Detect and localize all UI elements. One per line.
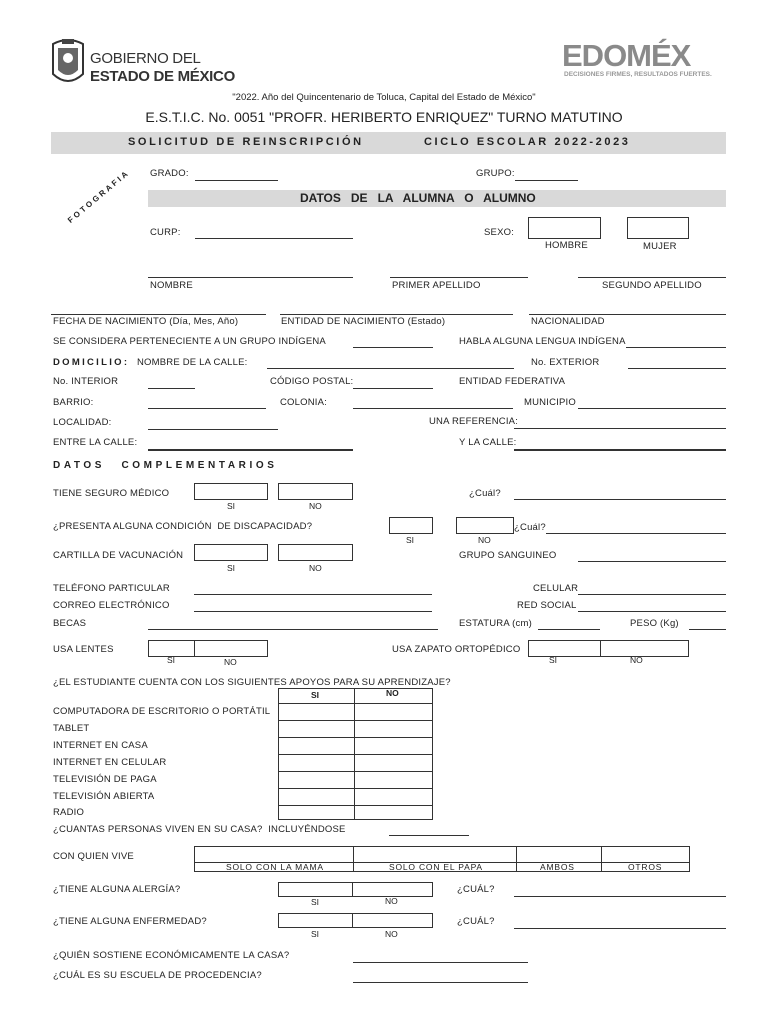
enfermedad-si-label: SI: [311, 929, 320, 939]
fecha-nac-label: FECHA DE NACIMIENTO (Día, Mes, Año): [53, 316, 239, 327]
discapacidad-no-label: NO: [478, 535, 491, 545]
entre-calle-field[interactable]: [148, 449, 353, 451]
estatura-field[interactable]: [538, 629, 600, 630]
enfermedad-no-label: NO: [385, 929, 398, 939]
alergia-no-label: NO: [385, 896, 398, 906]
nacionalidad-field[interactable]: [529, 314, 726, 315]
enfermedad-cual-field[interactable]: [514, 928, 726, 929]
apoyos-question: ¿EL ESTUDIANTE CUENTA CON LOS SIGUIENTES APOYOS PARA SU APRENDIZAJE?: [53, 677, 451, 688]
zapato-si-box[interactable]: [528, 640, 601, 657]
hombre-label: HOMBRE: [545, 240, 588, 251]
zapato-no-label: NO: [630, 655, 643, 665]
motto: "2022. Año del Quincentenario de Toluca, Capital del Estado de México": [232, 92, 536, 103]
personas-label: ¿CUANTAS PERSONAS VIVEN EN SU CASA? INCLUYÉNDOSE: [53, 824, 346, 835]
curp-field[interactable]: [195, 238, 353, 239]
enfermedad-cual-label: ¿CUÁL?: [457, 916, 495, 927]
alergia-cual-label: ¿CUÁL?: [457, 884, 495, 895]
seguro-si-box[interactable]: [194, 483, 268, 500]
discapacidad-cual-label: ¿Cuál?: [514, 522, 546, 533]
red-social-field[interactable]: [578, 611, 726, 612]
seguro-si-label: SI: [227, 501, 236, 511]
apoyos-table: [278, 688, 433, 820]
sanguineo-field[interactable]: [578, 561, 726, 562]
alergia-si-box[interactable]: [278, 882, 353, 897]
enfermedad-no-box[interactable]: [352, 913, 433, 928]
vacunacion-si-label: SI: [227, 563, 236, 573]
apoyo-item: RADIO: [53, 807, 85, 818]
apoyos-si-header: SI: [311, 690, 320, 700]
peso-label: PESO (Kg): [630, 618, 679, 629]
red-social-label: RED SOCIAL: [517, 600, 577, 611]
municipio-label: MUNICIPIO: [524, 397, 576, 408]
seguro-no-box[interactable]: [278, 483, 353, 500]
mujer-label: MUJER: [643, 241, 677, 252]
photo-label: FOTOGRAFIA: [66, 168, 132, 225]
celular-label: CELULAR: [533, 583, 579, 594]
no-exterior-label: No. EXTERIOR: [531, 357, 600, 368]
alergia-label: ¿TIENE ALGUNA ALERGÍA?: [53, 884, 181, 895]
telefono-field[interactable]: [194, 594, 432, 595]
request-title: SOLICITUD DE REINSCRIPCIÓN: [128, 136, 364, 148]
coat-of-arms-icon: [50, 36, 86, 88]
curp-label: CURP:: [150, 227, 181, 238]
escuela-field[interactable]: [353, 982, 528, 983]
zapato-label: USA ZAPATO ORTOPÉDICO: [392, 644, 521, 655]
domicilio-label: DOMICILIO:: [53, 357, 130, 368]
student-section-title: DATOS DE LA ALUMNA O ALUMNO: [300, 191, 536, 205]
alergia-si-label: SI: [311, 897, 320, 907]
primer-apellido-field[interactable]: [390, 277, 528, 278]
y-calle-label: Y LA CALLE:: [459, 437, 517, 448]
colonia-label: COLONIA:: [280, 397, 327, 408]
con-quien-option[interactable]: SOLO CON LA MAMA: [226, 862, 324, 872]
entre-calle-label: ENTRE LA CALLE:: [53, 437, 138, 448]
segundo-apellido-label: SEGUNDO APELLIDO: [602, 280, 702, 291]
seguro-cual-label: ¿Cuál?: [469, 488, 501, 499]
seguro-cual-field[interactable]: [514, 499, 726, 500]
vacunacion-no-box[interactable]: [278, 544, 353, 561]
alergia-no-box[interactable]: [352, 882, 433, 897]
telefono-label: TELÉFONO PARTICULAR: [53, 583, 170, 594]
correo-field[interactable]: [194, 611, 432, 612]
barrio-label: BARRIO:: [53, 397, 94, 408]
vacunacion-no-label: NO: [309, 563, 322, 573]
apoyos-no-header: NO: [386, 688, 399, 698]
segundo-apellido-field[interactable]: [578, 277, 726, 278]
complementary-title: DATOS COMPLEMENTARIOS: [53, 460, 278, 471]
gobierno-logo: [50, 36, 86, 88]
apoyo-item: INTERNET EN CASA: [53, 740, 148, 751]
mujer-box[interactable]: [627, 217, 689, 239]
lengua-label: HABLA ALGUNA LENGUA INDÍGENA: [459, 336, 626, 347]
zapato-si-label: SI: [549, 655, 558, 665]
cp-field[interactable]: [353, 388, 433, 389]
con-quien-label: CON QUIEN VIVE: [53, 851, 134, 862]
celular-field[interactable]: [578, 594, 726, 595]
no-exterior-field[interactable]: [628, 368, 726, 369]
con-quien-option[interactable]: OTROS: [628, 862, 663, 872]
estatura-label: ESTATURA (cm): [459, 618, 532, 629]
barrio-field[interactable]: [148, 408, 266, 409]
lentes-no-label: NO: [224, 657, 237, 667]
vacunacion-si-box[interactable]: [194, 544, 268, 561]
alergia-cual-field[interactable]: [514, 896, 726, 897]
sostiene-field[interactable]: [353, 962, 528, 963]
fecha-nac-field[interactable]: [51, 314, 266, 315]
discapacidad-label: ¿PRESENTA ALGUNA CONDICIÓN DE DISCAPACIDAD?: [53, 521, 313, 532]
sanguineo-label: GRUPO SANGUINEO: [459, 550, 557, 561]
discapacidad-no-box[interactable]: [456, 517, 514, 534]
y-calle-field[interactable]: [514, 449, 726, 451]
apoyo-item: TELEVISIÓN DE PAGA: [53, 774, 157, 785]
school-cycle: CICLO ESCOLAR 2022-2023: [424, 136, 631, 148]
con-quien-option[interactable]: SOLO CON EL PAPA: [389, 862, 483, 872]
sexo-label: SEXO:: [484, 227, 515, 238]
no-interior-field[interactable]: [148, 388, 195, 389]
calle-label: NOMBRE DE LA CALLE:: [137, 357, 248, 368]
discapacidad-si-label: SI: [406, 535, 415, 545]
grado-label: GRADO:: [150, 168, 189, 179]
gov-line1: GOBIERNO DEL: [90, 50, 201, 67]
localidad-label: LOCALIDAD:: [53, 417, 112, 428]
vacunacion-label: CARTILLA DE VACUNACIÓN: [53, 550, 184, 561]
con-quien-option[interactable]: AMBOS: [540, 862, 575, 872]
referencia-field[interactable]: [514, 428, 726, 429]
indigena-field[interactable]: [353, 347, 433, 348]
apoyo-item: TABLET: [53, 723, 90, 734]
discapacidad-si-box[interactable]: [389, 517, 433, 534]
entidad-label: ENTIDAD FEDERATIVA: [459, 376, 566, 387]
apoyo-item: INTERNET EN CELULAR: [53, 757, 167, 768]
school-name: E.S.T.I.C. No. 0051 "PROFR. HERIBERTO ENRIQUEZ" TURNO MATUTINO: [145, 109, 623, 125]
apoyo-item: TELEVISIÓN ABIERTA: [53, 791, 155, 802]
lentes-label: USA LENTES: [53, 644, 114, 655]
peso-field[interactable]: [689, 629, 726, 630]
seguro-label: TIENE SEGURO MÉDICO: [53, 488, 170, 499]
gov-line2: ESTADO DE MÉXICO: [90, 68, 235, 85]
enfermedad-si-box[interactable]: [278, 913, 353, 928]
personas-field[interactable]: [389, 835, 469, 836]
primer-apellido-label: PRIMER APELLIDO: [392, 280, 481, 291]
nombre-field[interactable]: [148, 277, 353, 278]
enfermedad-label: ¿TIENE ALGUNA ENFERMEDAD?: [53, 916, 207, 927]
escuela-label: ¿CUÁL ES SU ESCUELA DE PROCEDENCIA?: [53, 970, 262, 981]
cp-label: CÓDIGO POSTAL:: [270, 376, 354, 387]
calle-field[interactable]: [267, 368, 514, 369]
becas-label: BECAS: [53, 618, 87, 629]
indigena-label: SE CONSIDERA PERTENECIENTE A UN GRUPO INDÍGENA: [53, 336, 326, 347]
grupo-label: GRUPO:: [476, 168, 515, 179]
no-interior-label: No. INTERIOR: [53, 376, 119, 387]
entidad-nac-field[interactable]: [280, 314, 513, 315]
zapato-no-box[interactable]: [600, 640, 689, 657]
referencia-label: UNA REFERENCIA:: [429, 416, 519, 427]
nacionalidad-label: NACIONALIDAD: [531, 316, 605, 327]
edomex-logo: EDOMÉX: [562, 38, 691, 73]
localidad-field[interactable]: [148, 429, 278, 430]
lengua-field[interactable]: [626, 347, 726, 348]
municipio-field[interactable]: [578, 408, 726, 409]
edomex-slogan: DECISIONES FIRMES, RESULTADOS FUERTES.: [564, 71, 712, 78]
hombre-box[interactable]: [528, 217, 601, 239]
grado-field[interactable]: [195, 180, 278, 181]
apoyo-item: COMPUTADORA DE ESCRITORIO O PORTÁTIL: [53, 706, 271, 717]
colonia-field[interactable]: [353, 408, 513, 409]
discapacidad-cual-field[interactable]: [546, 533, 726, 534]
entidad-nac-label: ENTIDAD DE NACIMIENTO (Estado): [281, 316, 446, 327]
grupo-field[interactable]: [515, 180, 578, 181]
correo-label: CORREO ELECTRÓNICO: [53, 600, 170, 611]
sostiene-label: ¿QUIÉN SOSTIENE ECONÓMICAMENTE LA CASA?: [53, 950, 290, 961]
seguro-no-label: NO: [309, 501, 322, 511]
becas-field[interactable]: [148, 629, 438, 630]
lentes-no-box[interactable]: [194, 640, 268, 657]
lentes-si-label: SI: [167, 655, 176, 665]
nombre-label: NOMBRE: [150, 280, 193, 291]
